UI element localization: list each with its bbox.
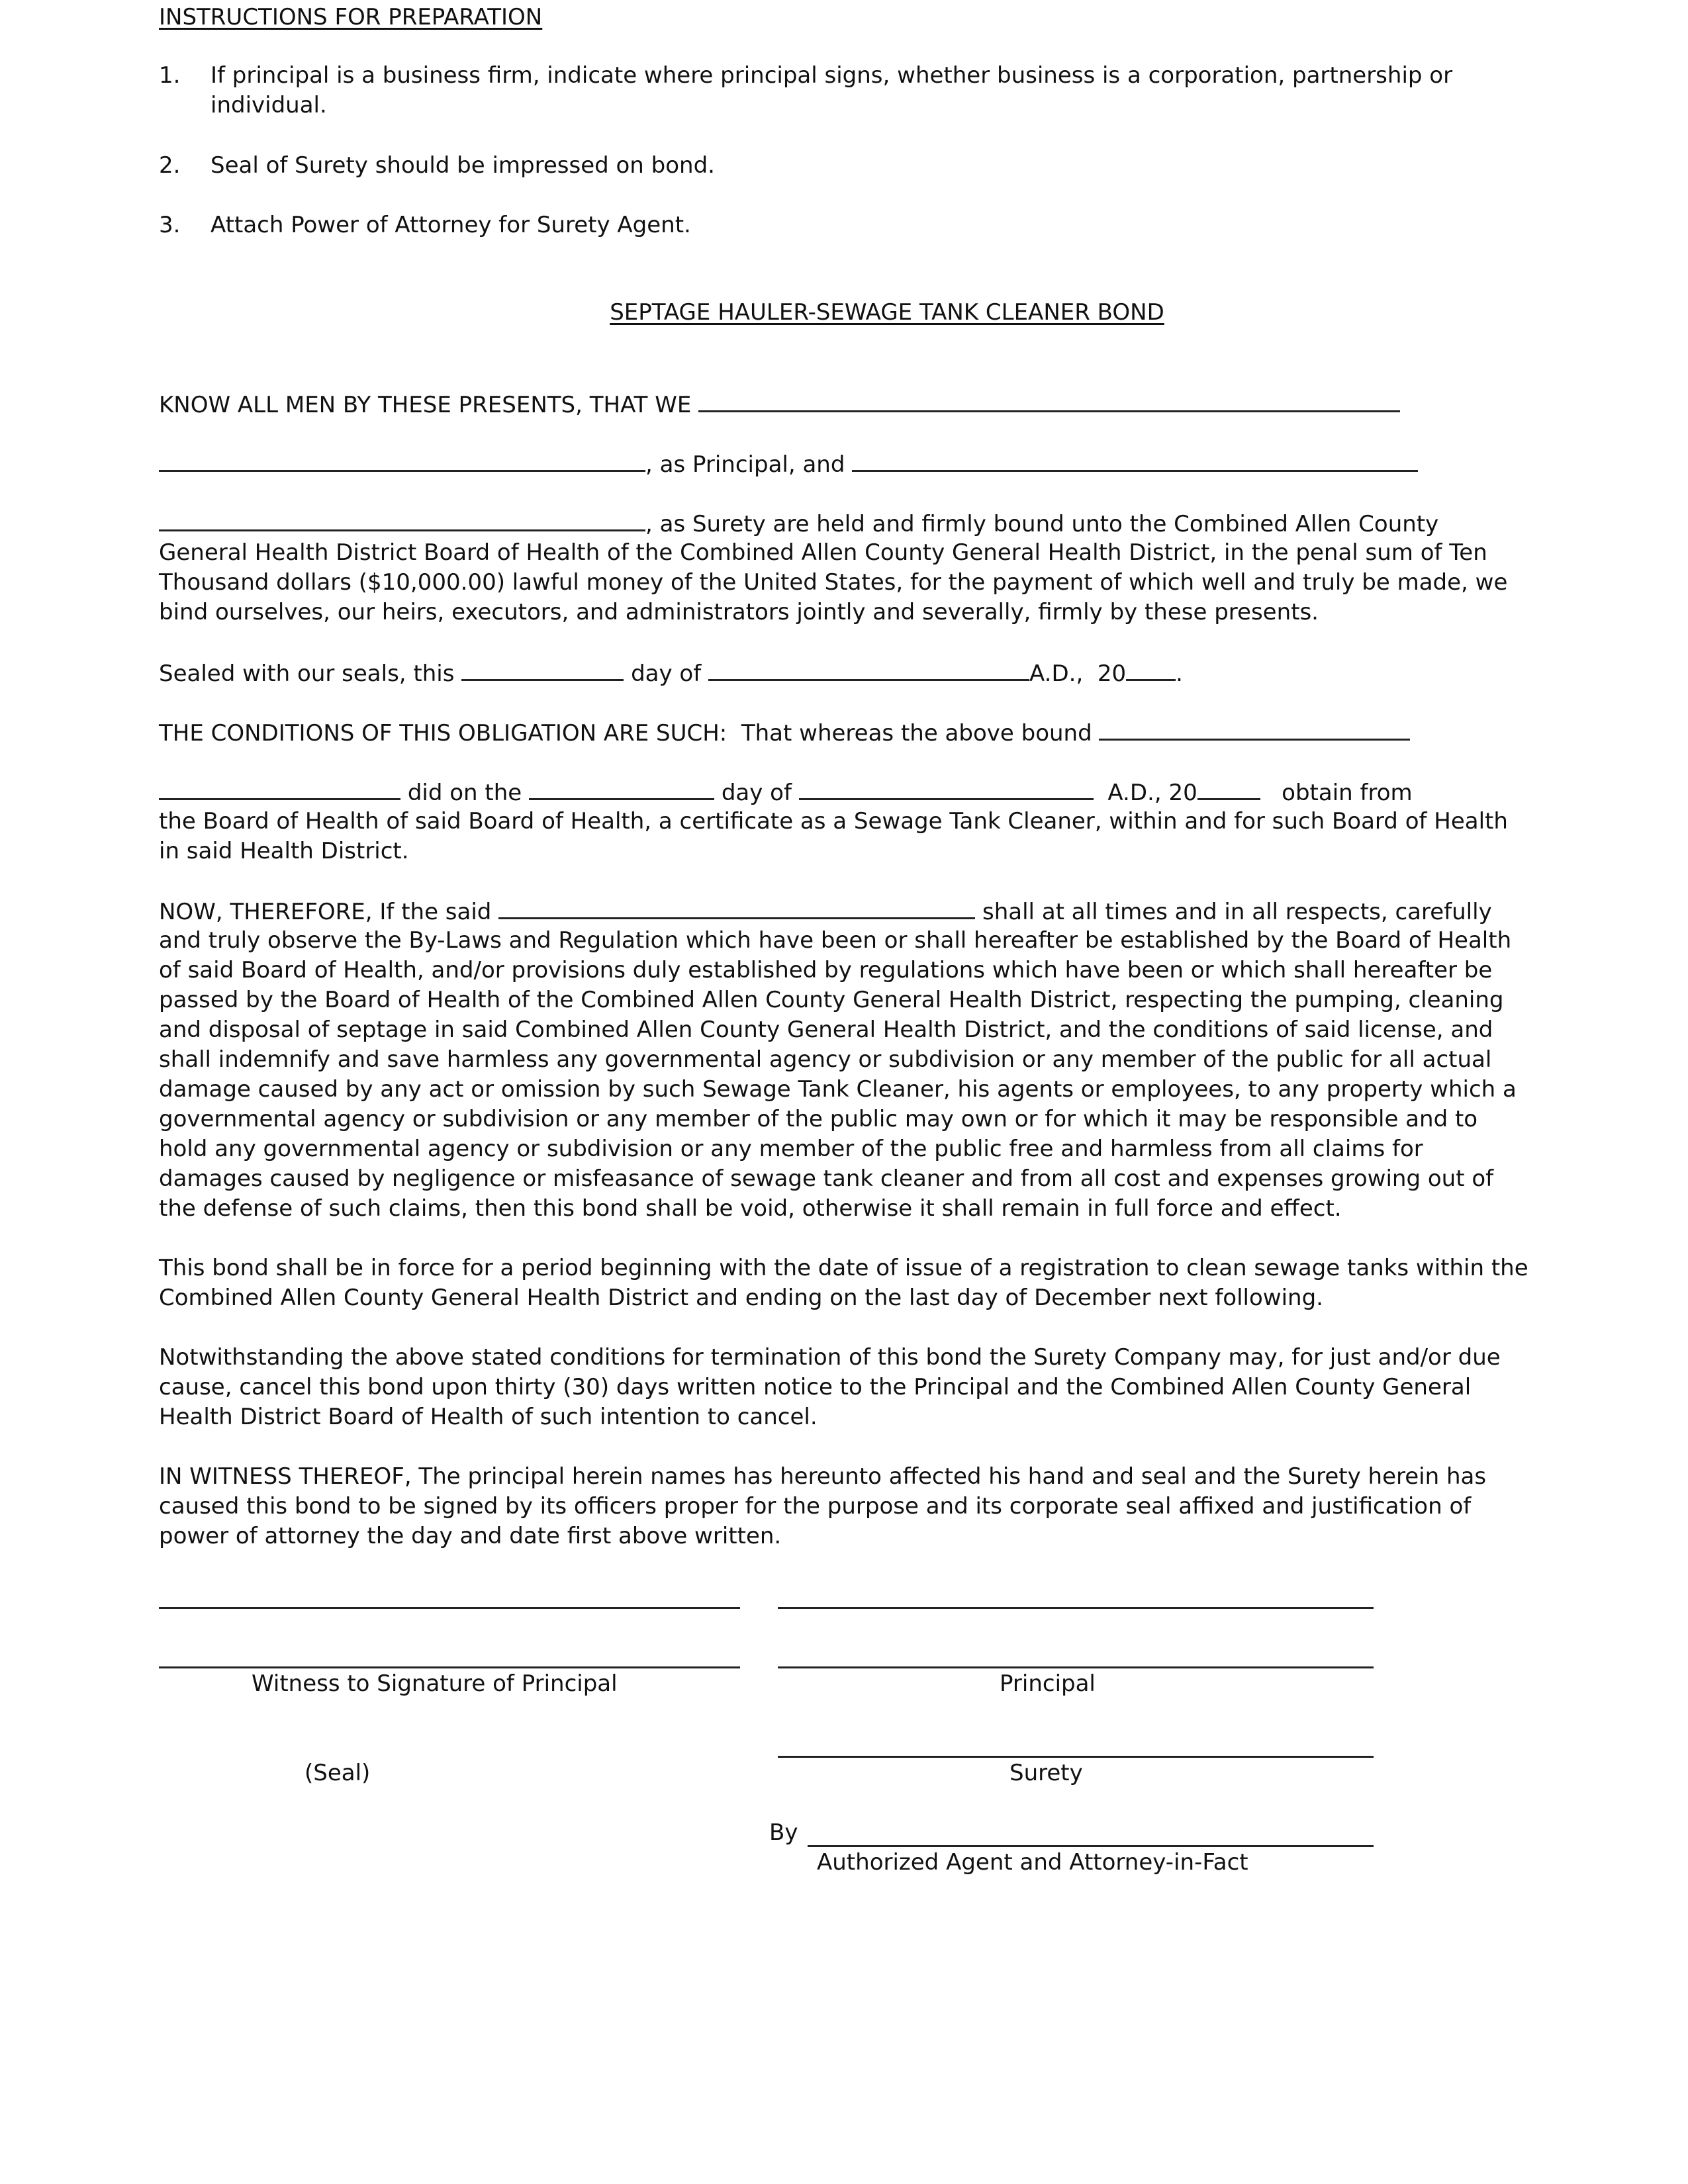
know-all-men-line [159,389,1536,420]
surety-lead-text: , as Surety are held and firmly bound unto the Combined Allen County [645,511,1439,537]
principal-signature-line-2[interactable] [778,1666,1374,1668]
ad-text: A.D., 20 [1029,660,1127,687]
surety-label: Surety [1009,1760,1083,1786]
seal-label: (Seal) [305,1760,371,1786]
cleaner-name-blank[interactable] [498,896,975,919]
sealed-day-blank[interactable] [461,658,624,681]
agent-signature-line[interactable] [808,1845,1374,1847]
sealed-text: Sealed with our seals, this [159,660,455,687]
conditions-text: THE CONDITIONS OF THIS OBLIGATION ARE SUCH: That whereas the above bound [159,720,1092,747]
sealed-year-blank[interactable] [1126,658,1176,681]
did-on-line [159,777,1536,808]
witness-paragraph: IN WITNESS THEREOF, The principal herein names has hereunto affected his hand and seal and the Surety herein has caused this bond to be signed by its officers proper for the purpose and its corporate seal affixed and justification of power of attorney the day and date first above written. [159,1463,1487,1549]
surety-signature-line[interactable] [778,1756,1374,1758]
now-therefore-text: NOW, THEREFORE, If the said [159,899,492,925]
surety-line [159,508,1536,539]
principal-line [159,449,1536,480]
certificate-paragraph: the Board of Health of said Board of Health, a certificate as a Sewage Tank Cleaner, within and for such Board of Health in said Health District. [159,808,1508,864]
instruction-text: If principal is a business firm, indicate where principal signs, whether business is a corporation, partnership or individual. [211,62,1453,118]
now-therefore-paragraph: and truly observe the By-Laws and Regulation which have been or shall hereafter be established by the Board of Health of said Board of Health, and/or provisions duly established by regulations which have been or which shall hereafter be passed by the Board of Health of the Combined Allen County General Health District, respecting the pumping, cleaning and disposal of septage in said Combined Allen County General Health District, and the conditions of said license, and shall indemnify and save harmless any governmental agency or subdivision or any member of the public for all actual damage caused by any act or omission by such Sewage Tank Cleaner, his agents or employees, to any property which a governmental agency or subdivision or any member of the public may own or for which it may be responsible and to hold any governmental agency or subdivision or any member of the public free and harmless from all claims for damages caused by negligence or misfeasance of sewage tank cleaner and from all cost and expenses growing out of the defense of such claims, then this bond shall be void, otherwise it shall remain in full force and effect. [159,927,1517,1222]
conditions-line [159,717,1536,749]
know-all-men-text: KNOW ALL MEN BY THESE PRESENTS, THAT WE [159,392,692,418]
surety-name-blank[interactable] [852,449,1418,472]
principal-name-blank[interactable] [698,389,1400,412]
certificate-day-blank[interactable] [529,777,714,800]
agent-label: Authorized Agent and Attorney-in-Fact [817,1849,1248,1876]
notwithstanding-paragraph: Notwithstanding the above stated conditions for termination of this bond the Surety Company may, for just and/or due cause, cancel this bond upon thirty (30) days written notice to the Principal and the Combined Allen County General Health District Board of Health of such intention to cancel. [159,1344,1501,1430]
bound-party-blank[interactable] [1099,717,1410,741]
day-of-text-2: day of [721,780,792,806]
now-therefore-text-2: shall at all times and in all respects, carefully [982,899,1492,925]
bound-party-blank-2[interactable] [159,777,400,800]
as-principal-text: , as Principal, and [645,451,845,478]
bond-title: SEPTAGE HAULER-SEWAGE TANK CLEANER BOND [610,299,1164,326]
force-paragraph: This bond shall be in force for a period beginning with the date of issue of a registration to clean sewage tanks within the Combined Allen County General Health District and ending on the last day of December next following. [159,1255,1528,1311]
surety-name-blank-2[interactable] [159,508,645,531]
instruction-number: 1. [159,62,181,89]
witness-signature-line-1[interactable] [159,1607,740,1609]
principal-label: Principal [1000,1670,1096,1697]
now-therefore-line [159,896,1536,927]
by-label: By [769,1819,798,1846]
instruction-text: Attach Power of Attorney for Surety Agent. [211,212,691,238]
sealed-line [159,658,1536,689]
instructions-heading: INSTRUCTIONS FOR PREPARATION [159,4,543,30]
witness-label: Witness to Signature of Principal [252,1670,618,1697]
obtain-from-text: obtain from [1282,780,1413,806]
principal-name-blank-2[interactable] [159,449,645,472]
instruction-number: 3. [159,212,181,238]
certificate-year-blank[interactable] [1197,777,1260,800]
period-text: . [1176,660,1183,687]
day-of-text: day of [631,660,702,687]
did-on-the-text: did on the [407,780,522,806]
certificate-month-blank[interactable] [799,777,1094,800]
principal-signature-line-1[interactable] [778,1607,1374,1609]
sealed-month-blank[interactable] [708,658,1029,681]
instruction-text: Seal of Surety should be impressed on bond. [211,152,715,179]
surety-paragraph: General Health District Board of Health of the Combined Allen County General Health District, in the penal sum of Ten Thousand dollars ($10,000.00) lawful money of the United States, for the payment of which well and truly be made, we bind ourselves, our heirs, executors, and administrators jointly and severally, firmly by these presents. [159,539,1508,625]
ad-20-text: A.D., 20 [1107,780,1197,806]
instruction-number: 2. [159,152,181,179]
witness-signature-line-2[interactable] [159,1666,740,1668]
